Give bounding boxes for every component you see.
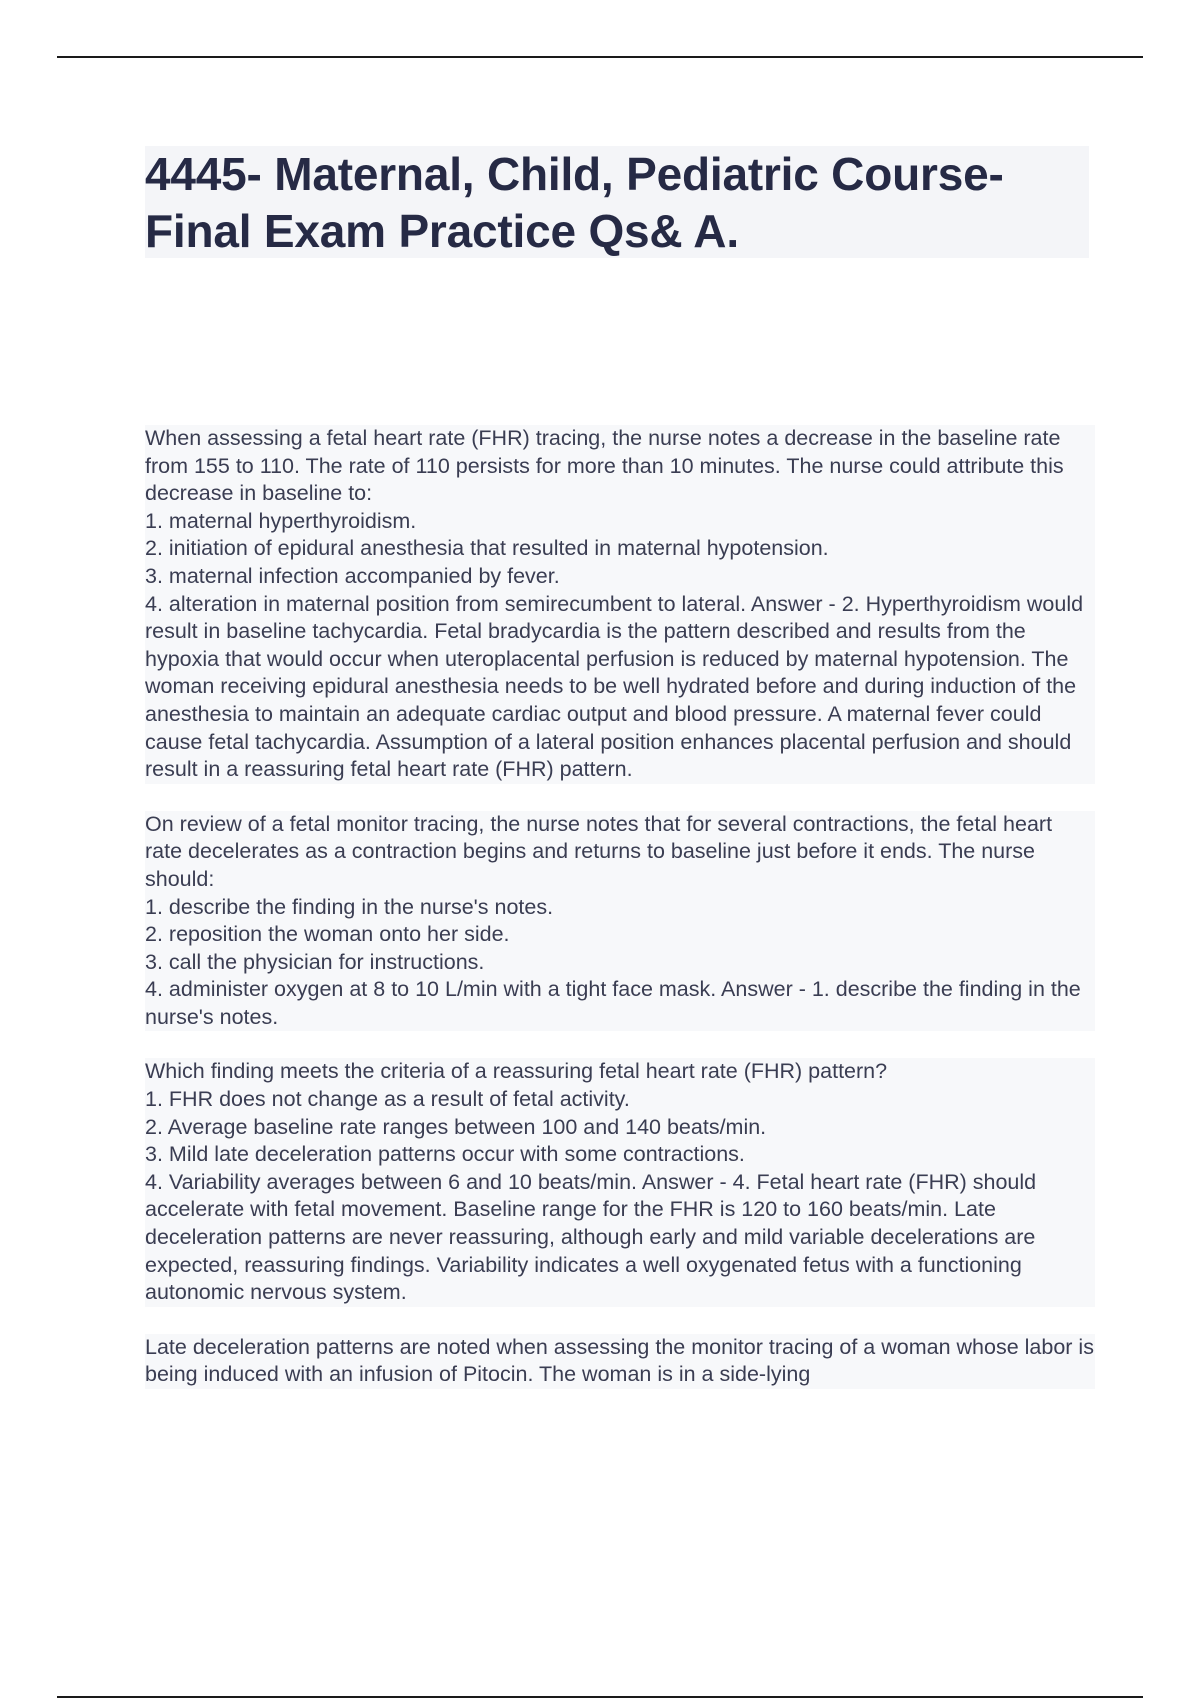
document-body [145,425,1095,1416]
answer-explanation: Answer - 2. Hyperthyroidism would result in baseline tachycardia. Fetal bradycardia is the pattern described and results from the hypoxia that would occur when uteroplacental perfusion is reduced by maternal hypotension. The woman receiving epidural anesthesia needs to be well hydrated before and during induction of the anesthesia to maintain an adequate cardiac output and blood pressure. A maternal fever could cause fetal tachycardia. Assumption of a lateral position enhances placental perfusion and should result in a reassuring fetal heart rate (FHR) pattern. [145,591,1084,782]
answer-explanation: Answer - 1. describe the finding in the nurse's notes. [145,977,1081,1029]
question-stem: Which finding meets the criteria of a reassuring fetal heart rate (FHR) pattern? [145,1059,888,1084]
answer-option: 4. administer oxygen at 8 to 10 L/min with a tight face mask. [145,977,717,1002]
top-rule [57,56,1143,58]
answer-option: 1. maternal hyperthyroidism. [145,508,417,533]
answer-option: 2. reposition the woman onto her side. [145,922,510,947]
answer-option: 3. call the physician for instructions. [145,949,485,974]
answer-option: 2. initiation of epidural anesthesia that resulted in maternal hypotension. [145,536,829,561]
last-option-with-answer [145,591,1095,784]
answer-option: 4. Variability averages between 6 and 10 beats/min. [145,1169,638,1194]
question-stem: When assessing a fetal heart rate (FHR) tracing, the nurse notes a decrease in the baseline rate from 155 to 110. The rate of 110 persists for more than 10 minutes. The nurse could attribute this decrease in baseline to: [145,426,1064,506]
last-option-with-answer [145,976,1095,1031]
document-title: 4445- Maternal, Child, Pediatric Course- Final Exam Practice Qs& A. [145,148,1004,257]
bottom-rule [57,1696,1143,1698]
question-stem: Late deceleration patterns are noted when assessing the monitor tracing of a woman whose labor is being induced with an infusion of Pitocin. The woman is in a side-lying [145,1334,1094,1387]
question-block-3 [145,1058,1095,1306]
question-stem: On review of a fetal monitor tracing, the nurse notes that for several contractions, the fetal heart rate decelerates as a contraction begins and returns to baseline just before it ends. The nurse should: [145,811,1053,891]
answer-explanation: Answer - 4. Fetal heart rate (FHR) should accelerate with fetal movement. Baseline range for the FHR is 120 to 160 beats/min. Late deceleration patterns are never reassuring, although early and mild variable decelerations are expected, reassuring findings. Variability indicates a well oxygenated fetus with a functioning autonomic nervous system. [145,1169,1037,1305]
answer-option: 1. FHR does not change as a result of fetal activity. [145,1087,630,1112]
answer-option: 4. alteration in maternal position from semirecumbent to lateral. [145,591,747,616]
last-option-with-answer [145,1169,1095,1307]
answer-option: 3. Mild late deceleration patterns occur with some contractions. [145,1142,745,1167]
question-block-2 [145,811,1095,1032]
question-block-4 [145,1334,1095,1389]
answer-option: 2. Average baseline rate ranges between 100 and 140 beats/min. [145,1114,767,1139]
answer-option: 3. maternal infection accompanied by fever. [145,563,560,588]
answer-option: 1. describe the finding in the nurse's notes. [145,894,554,919]
question-block-1 [145,425,1095,784]
